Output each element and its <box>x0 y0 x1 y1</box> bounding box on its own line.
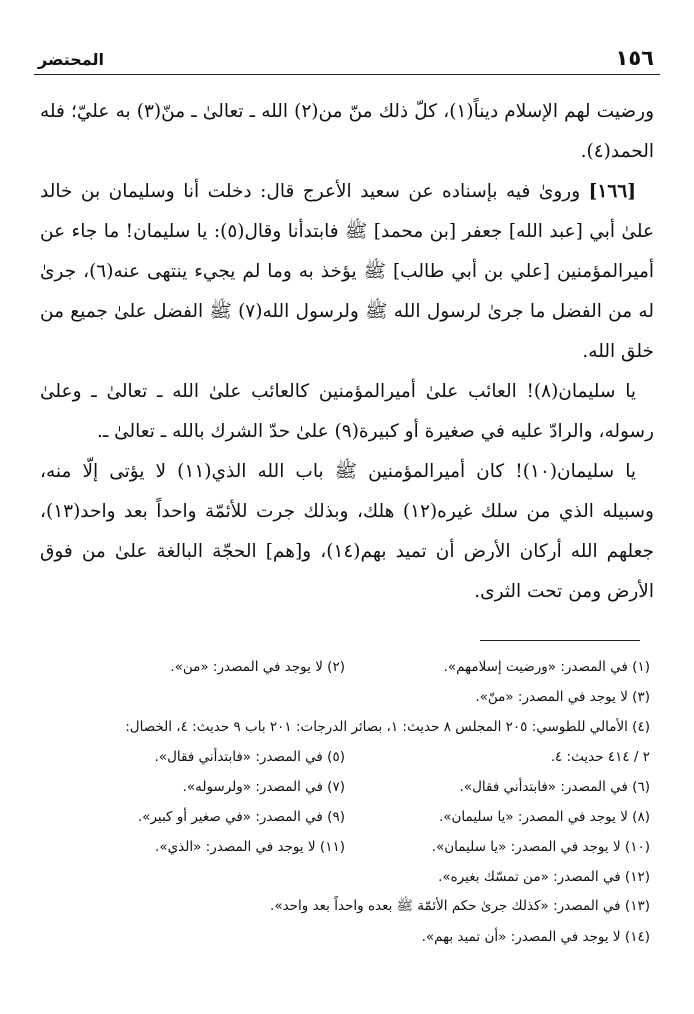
footnote-row <box>40 892 650 922</box>
footnote-row <box>40 682 650 712</box>
paragraph-3: يا سليمان(٨)! العائب علىٰ أميرالمؤمنين كالعائب علىٰ الله ـ تعالىٰ ـ وعلىٰ رسوله، والرادّ عليه في صغيرة أو كبيرة(٩) علىٰ حدّ الشرك بالله ـ تعالىٰ ـ. <box>40 381 654 442</box>
footnote-row <box>40 862 650 892</box>
footnote: (١١) لا يوجد في المصدر: «الذي». <box>155 839 345 855</box>
footnotes <box>40 652 650 952</box>
page-header <box>34 44 660 75</box>
footnote: (٣) لا يوجد في المصدر: «منّ». <box>475 689 650 705</box>
footnote: (١٤) لا يوجد في المصدر: «أن تميد بهم». <box>421 929 650 945</box>
footnote-row <box>40 772 650 802</box>
footnote-row <box>40 652 650 682</box>
main-text <box>40 92 654 612</box>
footnote: (٤) الأمالي للطوسي: ٢٠٥ المجلس ٨ حديث: ١، بصائر الدرجات: ٢٠١ باب ٩ حديث: ٤، الخصال: <box>125 719 650 735</box>
footnote: (٧) في المصدر: «ولرسوله». <box>182 779 345 795</box>
page-number: ١٥٦ <box>615 46 654 70</box>
footnote-row <box>40 742 650 772</box>
footnote: (٩) في المصدر: «في صغير أو كبير». <box>137 809 345 825</box>
footnote: (٨) لا يوجد في المصدر: «يا سليمان». <box>438 809 650 825</box>
hadith-number: [١٦٦] <box>588 181 636 202</box>
footnote: (٢) لا يوجد في المصدر: «من». <box>170 659 345 675</box>
footnote-row <box>40 922 650 952</box>
footnote: (١) في المصدر: «ورضيت إسلامهم». <box>443 659 650 675</box>
paragraph-2-text: ورویٰ فيه بإسناده عن سعيد الأعرج قال: دخلت أنا وسليمان بن خالد علىٰ أبي [عبد الله] جعفر [بن محمد] ﷺ فابتدأنا وقال(٥): يا سليمان! ما جاء عن أميرالمؤمنين [علي بن أبي طالب] ﷺ يؤخذ به وما لم يجيء ينتهى عنه(٦)، جرىٰ له من الفضل ما جرىٰ لرسول الله ﷺ ولرسول الله(٧) ﷺ الفضل علىٰ جميع من خلق الله. <box>40 181 654 362</box>
footnote: (٥) في المصدر: «فابتدأني فقال». <box>154 749 345 765</box>
paragraph-1: ورضيت لهم الإسلام ديناً(١)، كلّ ذلك منّ من(٢) الله ـ تعالىٰ ـ منّ(٣) به عليّ؛ فله الحمد(٤). <box>40 101 655 162</box>
paragraph-hadith-166 <box>40 172 654 372</box>
footnote: (١٣) في المصدر: «كذلك جرىٰ حكم الأئمّة ﷺ بعده واحداً بعد واحد». <box>270 898 650 914</box>
footnote: ٢ / ٤١٤ حديث: ٤. <box>550 749 650 765</box>
footnote-row <box>40 802 650 832</box>
footnote-row <box>40 712 650 742</box>
paragraph-4: يا سليمان(١٠)! كان أميرالمؤمنين ﷺ باب الله الذي(١١) لا يؤتى إلّا منه، وسبيله الذي من سلك غيره(١٢) هلك، وبذلك جرت للأئمّة واحداً بعد واحد(١٣)، جعلهم الله أركان الأرض أن تميد بهم(١٤)، و[هم] الحجّة البالغة علىٰ من فوق الأرض ومن تحت الثرى. <box>40 461 655 602</box>
footnote: (٦) في المصدر: «فابتدأني فقال». <box>459 779 650 795</box>
footnote: (١٠) لا يوجد في المصدر: «يا سليمان». <box>431 839 650 855</box>
footnote: (١٢) في المصدر: «من تمسّك بغيره». <box>438 869 650 885</box>
running-title: المحتضر <box>38 50 104 69</box>
footnote-row <box>40 832 650 862</box>
footnote-separator <box>480 640 640 641</box>
